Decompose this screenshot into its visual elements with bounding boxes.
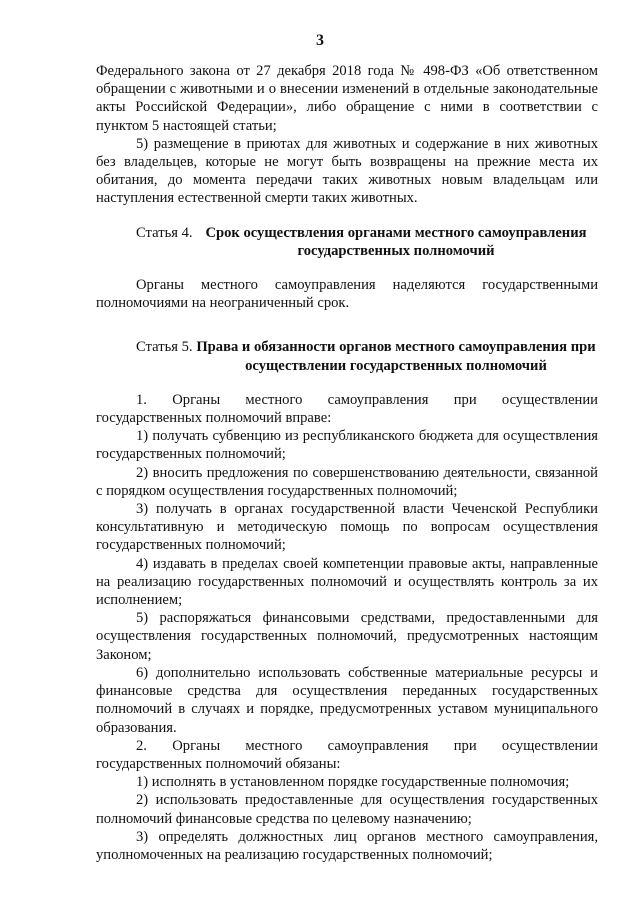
paragraph-continuation: Федерального закона от 27 декабря 2018 года № 498-ФЗ «Об ответственном обращении с животными и о внесении изменений в отдельные законодательные акты Российской Федерации», либо обращение с ними в соответствии с пунктом 5 настоящей статьи; (96, 63, 598, 134)
article-5-heading (96, 338, 598, 374)
article-5-paragraph: 6) дополнительно использовать собственные материальные ресурсы и финансовые средства для осуществления переданных государственных полномочий в случаях и порядке, предусмотренных уставом муниципального образования. (96, 664, 598, 736)
article-5-paragraph: 2) вносить предложения по совершенствованию деятельности, связанной с порядком осуществления государственных полномочий; (96, 464, 598, 499)
paragraph-item-5: 5) размещение в приютах для животных и содержание в них животных без владельцев, которые не могут быть возвращены на прежние места их обитания, до момента передачи таких животных новым владельцам или наступления естественной смерти таких животных. (96, 135, 598, 207)
article-5-paragraph: 5) распоряжаться финансовыми средствами, предоставленными для осуществления государственных полномочий, предусмотренных настоящим Законом; (96, 610, 598, 663)
article-5-paragraph: 1) получать субвенцию из республиканского бюджета для осуществления государственных полномочий; (96, 428, 598, 463)
page-number: 3 (316, 32, 324, 49)
article-4-title: Срок осуществления органами местного самоуправления государственных полномочий (205, 224, 587, 259)
document-body (96, 62, 598, 864)
article-5-paragraph: 3) определять должностных лиц органов местного самоуправления, уполномоченных на реализацию государственных полномочий; (96, 828, 598, 863)
article-5-label: Статья 5. (136, 339, 193, 356)
article-5-paragraph: 2) использовать предоставленные для осуществления государственных полномочий финансовые средства по целевому назначению; (96, 792, 598, 827)
article-4-heading (96, 224, 598, 260)
article-5-paragraph: 4) издавать в пределах своей компетенции правовые акты, направленные на реализацию государственных полномочий и осуществлять контроль за их исполнением; (96, 555, 598, 609)
article-5-title: Права и обязанности органов местного самоуправления при осуществлении государственных полномочий (196, 339, 596, 374)
article-4-label: Статья 4. (136, 224, 193, 241)
article-5-paragraph: 1) исполнять в установленном порядке государственные полномочия; (136, 774, 570, 791)
article-5-paragraph: 1. Органы местного самоуправления при осуществлении государственных полномочий вправе: (96, 391, 598, 427)
article-5-paragraph: 2. Органы местного самоуправления при осуществлении государственных полномочий обязаны: (96, 737, 598, 772)
article-5-paragraph: 3) получать в органах государственной власти Чеченской Республики консультативную и методическую помощь по вопросам осуществления государственных полномочий; (96, 501, 598, 554)
article-4-text: Органы местного самоуправления наделяются государственными полномочиями на неограниченный срок. (96, 277, 598, 312)
